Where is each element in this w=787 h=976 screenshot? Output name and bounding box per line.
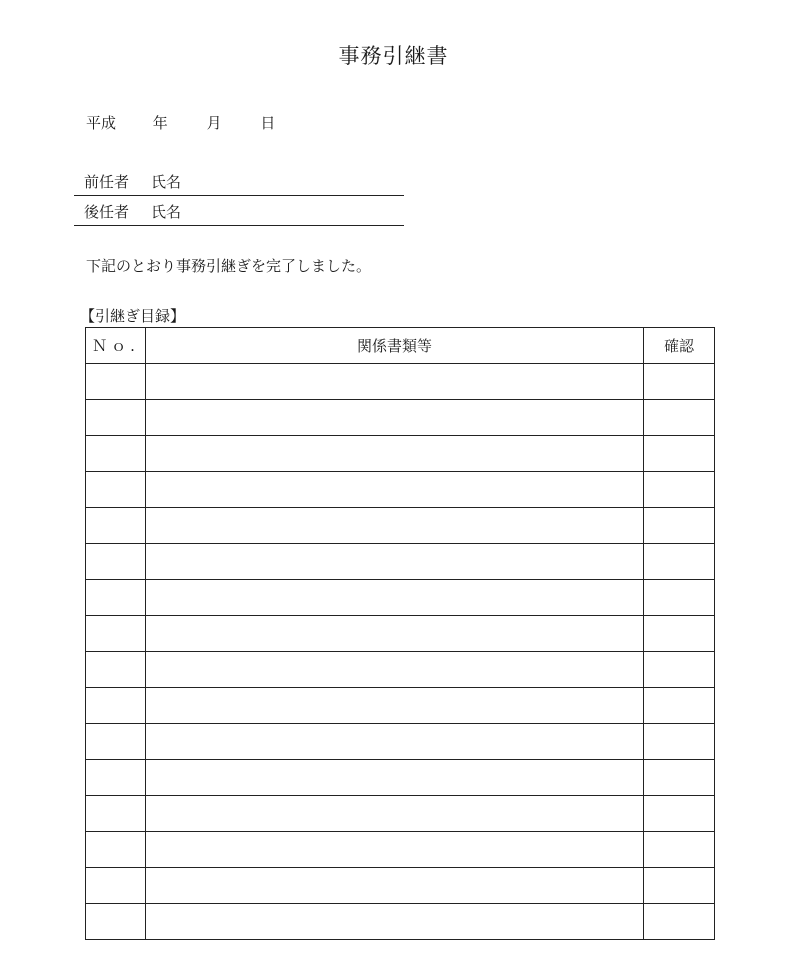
check-cell[interactable] bbox=[644, 436, 715, 472]
table-row bbox=[86, 436, 715, 472]
document-cell[interactable] bbox=[146, 796, 644, 832]
check-cell[interactable] bbox=[644, 400, 715, 436]
table-row bbox=[86, 580, 715, 616]
table-row bbox=[86, 724, 715, 760]
check-cell[interactable] bbox=[644, 472, 715, 508]
check-cell[interactable] bbox=[644, 904, 715, 940]
table-row bbox=[86, 868, 715, 904]
document-cell[interactable] bbox=[146, 904, 644, 940]
check-cell[interactable] bbox=[644, 760, 715, 796]
successor-role-label: 後任者 bbox=[84, 203, 130, 221]
document-cell[interactable] bbox=[146, 400, 644, 436]
document-cell[interactable] bbox=[146, 832, 644, 868]
header-related-documents: 関係書類等 bbox=[146, 328, 644, 364]
no-cell[interactable] bbox=[86, 868, 146, 904]
no-cell[interactable] bbox=[86, 760, 146, 796]
table-row bbox=[86, 904, 715, 940]
check-cell[interactable] bbox=[644, 616, 715, 652]
table-row bbox=[86, 688, 715, 724]
no-cell[interactable] bbox=[86, 580, 146, 616]
no-cell[interactable] bbox=[86, 400, 146, 436]
successor-signature-line bbox=[74, 196, 404, 226]
date-year-label: 年 bbox=[152, 114, 168, 132]
no-cell[interactable] bbox=[86, 796, 146, 832]
table-row bbox=[86, 508, 715, 544]
section-title: 【引継ぎ目録】 bbox=[80, 307, 186, 325]
check-cell[interactable] bbox=[644, 580, 715, 616]
no-cell[interactable] bbox=[86, 832, 146, 868]
table-row bbox=[86, 652, 715, 688]
document-cell[interactable] bbox=[146, 868, 644, 904]
document-cell[interactable] bbox=[146, 688, 644, 724]
document-cell[interactable] bbox=[146, 544, 644, 580]
check-cell[interactable] bbox=[644, 868, 715, 904]
document-cell[interactable] bbox=[146, 580, 644, 616]
table-row bbox=[86, 472, 715, 508]
document-cell[interactable] bbox=[146, 436, 644, 472]
document-cell[interactable] bbox=[146, 616, 644, 652]
check-cell[interactable] bbox=[644, 544, 715, 580]
no-cell[interactable] bbox=[86, 508, 146, 544]
check-cell[interactable] bbox=[644, 796, 715, 832]
successor-name-label: 氏名 bbox=[151, 203, 182, 221]
table-body bbox=[86, 364, 715, 940]
table-row bbox=[86, 760, 715, 796]
check-cell[interactable] bbox=[644, 364, 715, 400]
document-cell[interactable] bbox=[146, 760, 644, 796]
completion-statement: 下記のとおり事務引継ぎを完了しました。 bbox=[86, 257, 372, 275]
predecessor-name-label: 氏名 bbox=[151, 173, 182, 191]
table-row bbox=[86, 364, 715, 400]
document-cell[interactable] bbox=[146, 652, 644, 688]
document-cell[interactable] bbox=[146, 508, 644, 544]
header-no: Ｎｏ. bbox=[86, 328, 146, 364]
no-cell[interactable] bbox=[86, 688, 146, 724]
check-cell[interactable] bbox=[644, 508, 715, 544]
no-cell[interactable] bbox=[86, 724, 146, 760]
no-cell[interactable] bbox=[86, 652, 146, 688]
predecessor-role-label: 前任者 bbox=[84, 173, 130, 191]
date-day-label: 日 bbox=[260, 114, 276, 132]
check-cell[interactable] bbox=[644, 832, 715, 868]
table-row bbox=[86, 832, 715, 868]
check-cell[interactable] bbox=[644, 688, 715, 724]
no-cell[interactable] bbox=[86, 544, 146, 580]
predecessor-signature-line bbox=[74, 166, 404, 196]
check-cell[interactable] bbox=[644, 652, 715, 688]
no-cell[interactable] bbox=[86, 364, 146, 400]
no-cell[interactable] bbox=[86, 472, 146, 508]
table-row bbox=[86, 544, 715, 580]
table-header-row bbox=[86, 328, 715, 364]
no-cell[interactable] bbox=[86, 436, 146, 472]
date-line bbox=[86, 112, 275, 133]
document-title: 事務引継書 bbox=[338, 44, 449, 68]
document-cell[interactable] bbox=[146, 472, 644, 508]
table-row bbox=[86, 796, 715, 832]
date-era: 平成 bbox=[86, 114, 117, 132]
no-cell[interactable] bbox=[86, 616, 146, 652]
document-cell[interactable] bbox=[146, 724, 644, 760]
handover-inventory-table bbox=[85, 327, 715, 940]
table-row bbox=[86, 616, 715, 652]
table-row bbox=[86, 400, 715, 436]
date-month-label: 月 bbox=[206, 114, 222, 132]
document-cell[interactable] bbox=[146, 364, 644, 400]
header-confirmation: 確認 bbox=[644, 328, 715, 364]
no-cell[interactable] bbox=[86, 904, 146, 940]
check-cell[interactable] bbox=[644, 724, 715, 760]
